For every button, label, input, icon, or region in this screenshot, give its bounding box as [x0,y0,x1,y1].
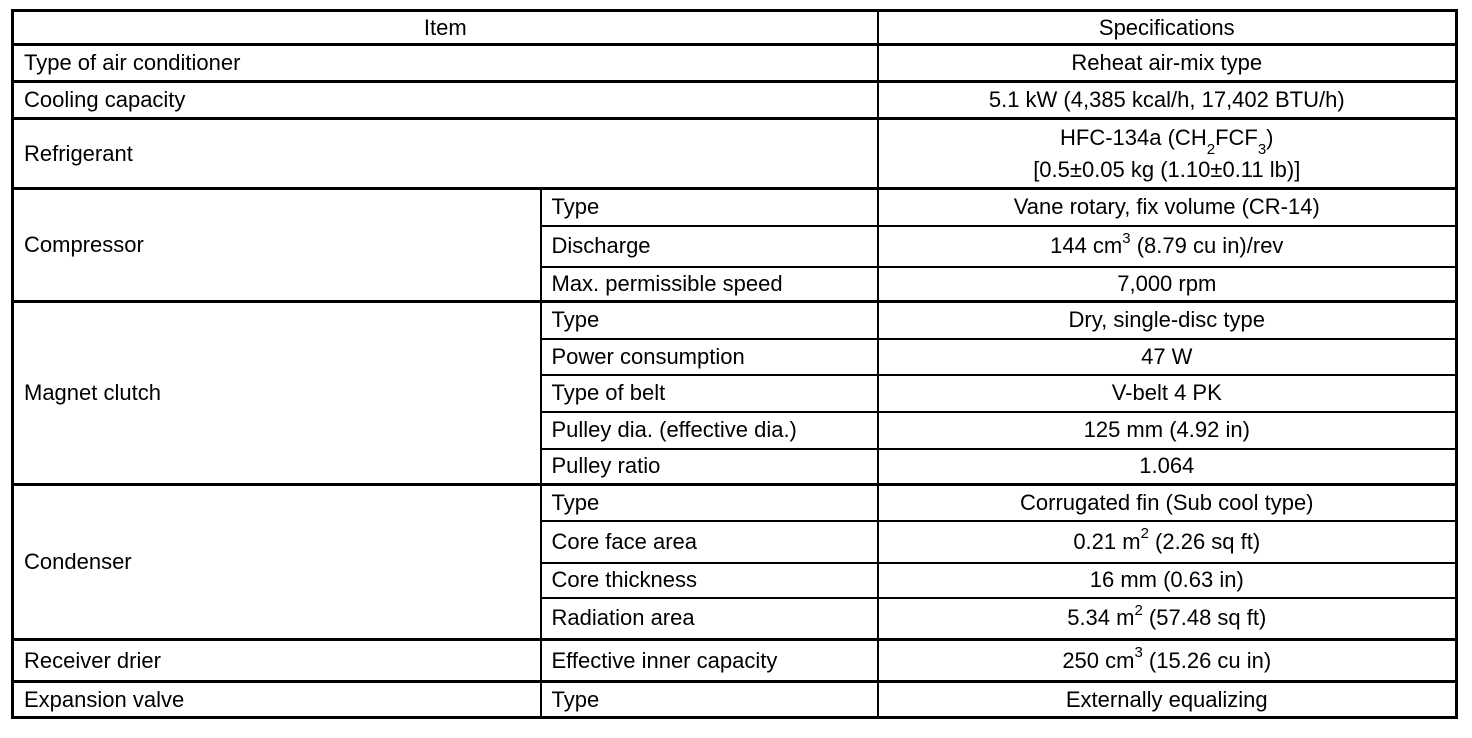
item-magnet-clutch: Magnet clutch [13,302,541,485]
table-row [13,82,1457,119]
sub-condenser-radiation: Radiation area [541,598,878,640]
header-row [13,11,1457,45]
value-clutch-belt: V-belt 4 PK [878,375,1457,412]
table-row [13,119,1457,189]
sub-compressor-type: Type [541,189,878,226]
sub-compressor-discharge: Discharge [541,226,878,267]
value-condenser-thickness: 16 mm (0.63 in) [878,563,1457,598]
item-compressor: Compressor [13,189,541,302]
table-row [13,302,1457,339]
sub-receiver-capacity: Effective inner capacity [541,640,878,682]
specifications-table [11,9,1458,719]
item-expansion-valve: Expansion valve [13,682,541,718]
refrigerant-line2: [0.5±0.05 kg (1.10±0.11 lb)] [1033,156,1301,182]
value-refrigerant [878,119,1457,189]
value-condenser-type: Corrugated fin (Sub cool type) [878,485,1457,521]
sub-condenser-thickness: Core thickness [541,563,878,598]
value-ac-type: Reheat air-mix type [878,45,1457,82]
value-compressor-speed: 7,000 rpm [878,267,1457,302]
table-row [13,485,1457,521]
sub-condenser-type: Type [541,485,878,521]
table-row [13,682,1457,718]
value-compressor-type: Vane rotary, fix volume (CR-14) [878,189,1457,226]
value-expansion-type: Externally equalizing [878,682,1457,718]
value-condenser-face-area: 0.21 $m^2$ (2.26 sq ft) [878,521,1457,563]
value-condenser-radiation: 5.34 $m^2$ (57.48 sq ft) [878,598,1457,640]
item-refrigerant: Refrigerant [13,119,878,189]
value-clutch-pulley-ratio: 1.064 [878,449,1457,485]
value-clutch-type: Dry, single-disc type [878,302,1457,339]
sub-clutch-power: Power consumption [541,339,878,375]
sub-clutch-type: Type [541,302,878,339]
value-clutch-power: 47 W [878,339,1457,375]
sub-clutch-pulley-ratio: Pulley ratio [541,449,878,485]
value-receiver-capacity: 250 $cm^3$ (15.26 cu in) [878,640,1457,682]
sub-clutch-pulley-dia: Pulley dia. (effective dia.) [541,412,878,449]
value-compressor-discharge: 144 $cm^3$ (8.79 cu in)/rev [878,226,1457,267]
refrigerant-line1: HFC-134a $(CH_2FCF_3)$ [1060,124,1274,158]
item-ac-type: Type of air conditioner [13,45,878,82]
table-row [13,640,1457,682]
sub-clutch-belt: Type of belt [541,375,878,412]
sub-expansion-type: Type [541,682,878,718]
header-specifications: Specifications [878,11,1457,45]
sub-compressor-speed: Max. permissible speed [541,267,878,302]
table-row [13,45,1457,82]
value-cooling-capacity: 5.1 kW (4,385 kcal/h, 17,402 BTU/h) [878,82,1457,119]
item-cooling-capacity: Cooling capacity [13,82,878,119]
item-receiver-drier: Receiver drier [13,640,541,682]
item-condenser: Condenser [13,485,541,640]
table-row [13,189,1457,226]
header-item: Item [13,11,878,45]
sub-condenser-face-area: Core face area [541,521,878,563]
value-clutch-pulley-dia: 125 mm (4.92 in) [878,412,1457,449]
